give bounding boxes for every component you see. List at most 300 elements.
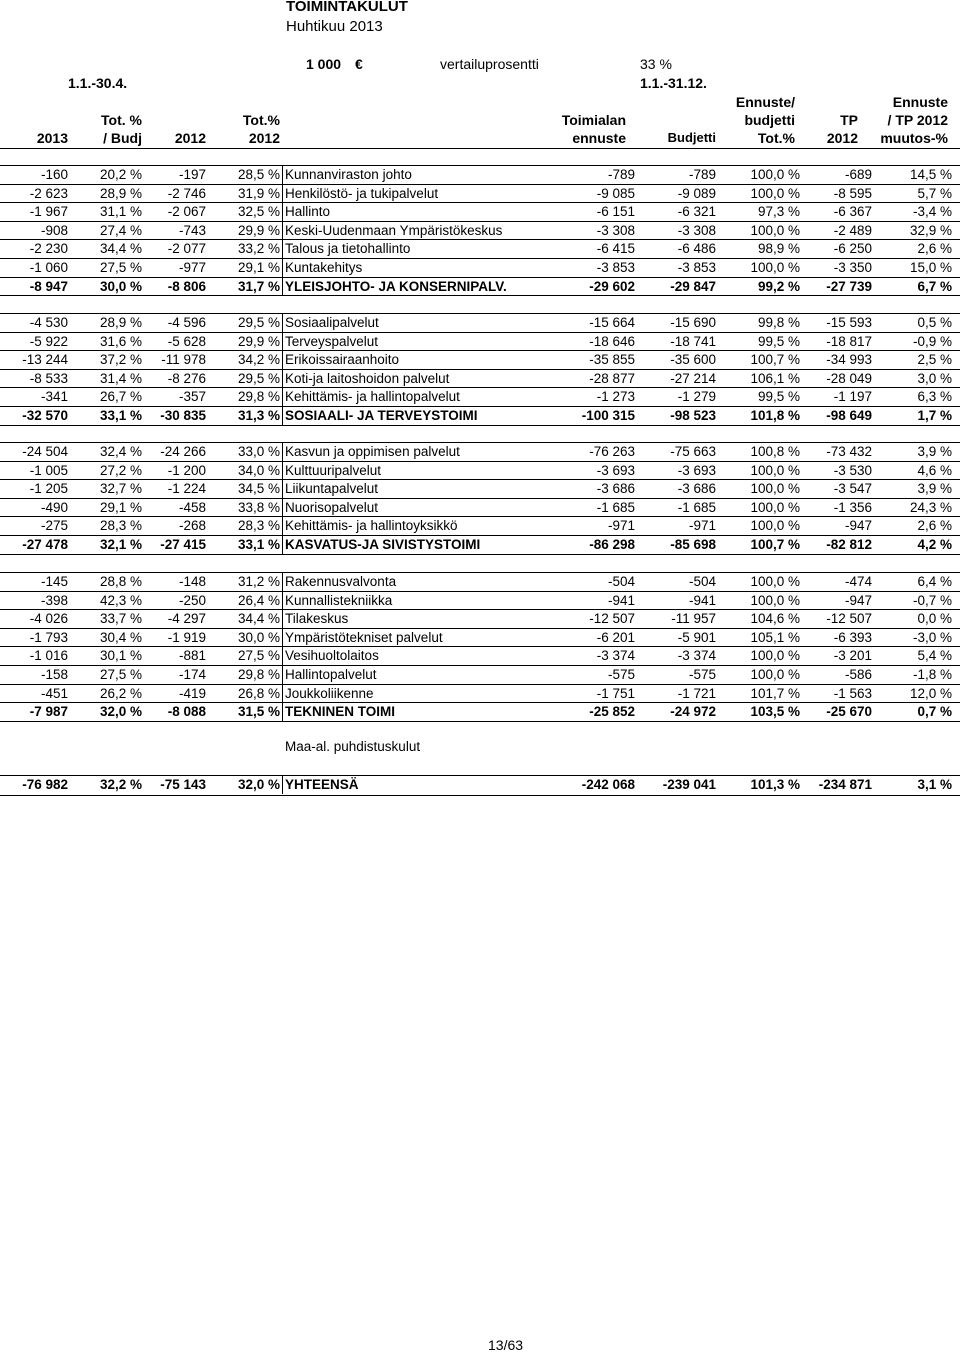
cell-col-9: -6 250 xyxy=(833,241,872,257)
cell-col-9: -947 xyxy=(844,592,872,608)
column-divider xyxy=(282,278,283,296)
column-divider xyxy=(282,407,283,425)
cell-col-2: 31,1 % xyxy=(99,204,142,220)
table-row xyxy=(0,610,960,628)
column-divider xyxy=(282,333,283,351)
cell-col-6: -1 751 xyxy=(596,685,635,701)
cell-col-3: -1 200 xyxy=(167,462,206,478)
cell-col-7: -3 308 xyxy=(677,222,716,238)
cell-col-9: -1 356 xyxy=(833,499,872,515)
cell-col-2: 42,3 % xyxy=(99,592,142,608)
compare-label: vertailuprosentti xyxy=(440,56,539,72)
cell-col-7: -1 279 xyxy=(677,389,716,405)
table-row xyxy=(0,222,960,240)
cell-col-10: -3,0 % xyxy=(912,629,952,645)
table-row xyxy=(0,259,960,277)
cell-col-4: 30,0 % xyxy=(237,629,280,645)
cell-col-6: -86 298 xyxy=(589,537,635,552)
cell-col-4: 34,0 % xyxy=(237,462,280,478)
column-divider xyxy=(282,573,283,591)
cell-col-2: 26,7 % xyxy=(99,389,142,405)
cell-col-6: -789 xyxy=(607,167,635,182)
column-header-col2-line-0: Tot. % xyxy=(101,112,142,128)
cell-col-2: 27,2 % xyxy=(99,462,142,478)
column-divider xyxy=(282,443,283,461)
cell-col-8: 101,7 % xyxy=(750,685,800,701)
cell-col-7: -6 486 xyxy=(677,241,716,257)
column-divider xyxy=(282,703,283,721)
column-divider xyxy=(282,776,283,794)
cell-col-7: -3 693 xyxy=(677,462,716,478)
grand-total-row xyxy=(0,776,960,794)
cell-col-4: 34,5 % xyxy=(237,481,280,497)
cell-col-10: 4,6 % xyxy=(917,462,952,478)
cell-col-9: -3 201 xyxy=(833,648,872,664)
cell-col-3: -8 806 xyxy=(167,278,206,294)
cell-col-4: 34,4 % xyxy=(237,611,280,627)
cell-col-7: -3 374 xyxy=(677,648,716,664)
cell-col-6: -3 853 xyxy=(596,260,635,275)
cell-col-3: -250 xyxy=(178,592,206,608)
cell-col-2: 32,0 % xyxy=(99,704,142,720)
cell-col-8: 106,1 % xyxy=(750,370,800,386)
cell-col-8: 99,5 % xyxy=(757,389,800,405)
unit-amount: 1 000 xyxy=(306,56,342,72)
cell-col-5: Kunnanviraston johto xyxy=(285,167,412,182)
cell-col-10: -1,8 % xyxy=(912,667,952,682)
cell-col-6: -941 xyxy=(607,592,635,608)
cell-col-7: -24 972 xyxy=(670,704,716,720)
cell-col-1: -160 xyxy=(40,167,68,182)
cell-col-1: -451 xyxy=(40,685,68,701)
cell-col-5: Kehittämis- ja hallintoyksikkö xyxy=(285,518,458,534)
cell-col-2: 37,2 % xyxy=(99,352,142,368)
cell-col-4: 29,9 % xyxy=(237,222,280,238)
cell-col-8: 100,0 % xyxy=(750,648,800,664)
cell-col-2: 28,3 % xyxy=(99,518,142,534)
table-row xyxy=(0,351,960,369)
table-row xyxy=(0,185,960,203)
cell-col-10: 6,4 % xyxy=(917,574,952,589)
cell-col-10: -0,9 % xyxy=(912,333,952,349)
cell-col-1: -5 922 xyxy=(29,333,68,349)
column-header-col10-line-2: muutos-% xyxy=(880,130,948,146)
cell-col-2: 28,9 % xyxy=(99,315,142,330)
cell-col-7: -29 847 xyxy=(670,278,716,294)
cell-col-4: 33,8 % xyxy=(237,499,280,515)
cell-col-2: 30,0 % xyxy=(99,278,142,294)
cell-col-1: -145 xyxy=(40,574,68,589)
table-total-row xyxy=(0,703,960,721)
cell-col-5: KASVATUS-JA SIVISTYSTOIMI xyxy=(285,537,481,552)
cell-col-6: -100 315 xyxy=(581,408,635,423)
cell-col-5: Kunnallistekniikka xyxy=(285,592,393,608)
cell-col-6: -3 686 xyxy=(596,481,635,497)
cell-col-1: -1 967 xyxy=(29,204,68,220)
cell-col-4: 33,0 % xyxy=(237,444,280,459)
cell-col-2: 32,4 % xyxy=(99,444,142,459)
cell-col-1: -8 533 xyxy=(29,370,68,386)
table-row xyxy=(0,166,960,184)
cell-col-1: -275 xyxy=(40,518,68,534)
cell-col-1: -1 016 xyxy=(29,648,68,664)
cell-col-1: -1 005 xyxy=(29,462,68,478)
cell-col-8: 99,5 % xyxy=(757,333,800,349)
cell-col-3: -4 297 xyxy=(167,611,206,627)
cell-col-4: 27,5 % xyxy=(237,648,280,664)
cell-col-8: 98,9 % xyxy=(757,241,800,257)
cell-col-1: -24 504 xyxy=(22,444,68,459)
cell-col-1: -13 244 xyxy=(22,352,68,368)
row-rule xyxy=(0,295,960,296)
cell-col-10: 32,9 % xyxy=(909,222,952,238)
cell-col-3: -30 835 xyxy=(160,408,206,423)
table-row xyxy=(0,685,960,703)
cell-col-7: -18 741 xyxy=(670,333,716,349)
row-rule xyxy=(0,425,960,426)
column-divider xyxy=(282,629,283,647)
cell-col-7: -9 089 xyxy=(677,185,716,201)
column-divider xyxy=(282,370,283,388)
page-subtitle: Huhtikuu 2013 xyxy=(286,18,383,35)
cell-col-9: -34 993 xyxy=(826,352,872,368)
cell-col-10: 2,6 % xyxy=(917,518,952,534)
cell-col-8: 100,0 % xyxy=(750,499,800,515)
cell-col-3: -75 143 xyxy=(160,777,206,792)
cell-col-1: -32 570 xyxy=(22,408,68,423)
cell-col-2: 28,8 % xyxy=(99,574,142,589)
cell-col-6: -1 685 xyxy=(596,499,635,515)
cell-col-5: Hallintopalvelut xyxy=(285,667,377,682)
cell-col-10: 1,7 % xyxy=(917,408,952,423)
cell-col-10: 3,9 % xyxy=(917,444,952,459)
column-divider xyxy=(282,166,283,184)
cell-col-3: -2 077 xyxy=(167,241,206,257)
column-divider xyxy=(282,462,283,480)
cell-col-8: 100,0 % xyxy=(750,167,800,182)
column-divider xyxy=(282,592,283,610)
cell-col-6: -242 068 xyxy=(581,777,635,792)
cell-col-8: 99,2 % xyxy=(757,278,800,294)
cell-col-2: 34,4 % xyxy=(99,241,142,257)
cell-col-9: -18 817 xyxy=(826,333,872,349)
period-left: 1.1.-30.4. xyxy=(68,75,128,91)
cell-col-5: Keski-Uudenmaan Ympäristökeskus xyxy=(285,222,503,238)
cell-col-4: 29,5 % xyxy=(237,315,280,330)
cell-col-5: Rakennusvalvonta xyxy=(285,574,397,589)
cell-col-1: -1 060 xyxy=(29,260,68,275)
cell-col-10: 6,7 % xyxy=(917,278,952,294)
cell-col-9: -1 197 xyxy=(833,389,872,405)
cell-col-10: -3,4 % xyxy=(912,204,952,220)
cell-col-10: 24,3 % xyxy=(909,499,952,515)
column-header-col3-line-1: 2012 xyxy=(174,130,206,146)
cell-col-8: 100,0 % xyxy=(750,574,800,589)
euro-symbol: € xyxy=(355,56,363,72)
cell-col-4: 33,2 % xyxy=(237,241,280,257)
cell-col-10: 2,5 % xyxy=(917,352,952,368)
cell-col-9: -15 593 xyxy=(826,315,872,330)
column-header-col8-line-2: Tot.% xyxy=(757,130,795,146)
cell-col-9: -474 xyxy=(844,574,872,589)
table-row xyxy=(0,499,960,517)
cell-col-4: 28,5 % xyxy=(237,167,280,182)
column-header-col4-line-0: Tot.% xyxy=(242,112,280,128)
cell-col-4: 33,1 % xyxy=(237,537,280,552)
cell-col-5: Talous ja tietohallinto xyxy=(285,241,411,257)
cell-col-6: -1 273 xyxy=(596,389,635,405)
cell-col-5: Kehittämis- ja hallintopalvelut xyxy=(285,389,460,405)
cell-col-5: YLEISJOHTO- JA KONSERNIPALV. xyxy=(285,278,507,294)
cell-col-1: -1 205 xyxy=(29,481,68,497)
cell-col-2: 30,1 % xyxy=(99,648,142,664)
extra-label: Maa-al. puhdistuskulut xyxy=(285,739,421,754)
cell-col-5: Vesihuoltolaitos xyxy=(285,648,379,664)
table-total-row xyxy=(0,407,960,425)
cell-col-3: -174 xyxy=(178,667,206,682)
cell-col-2: 27,5 % xyxy=(99,667,142,682)
cell-col-9: -8 595 xyxy=(833,185,872,201)
cell-col-7: -239 041 xyxy=(662,777,716,792)
cell-col-10: 3,0 % xyxy=(917,370,952,386)
cell-col-4: 32,0 % xyxy=(237,777,280,792)
table-row xyxy=(0,240,960,258)
cell-col-5: Tilakeskus xyxy=(285,611,349,627)
table-row xyxy=(0,388,960,406)
header-rule xyxy=(0,148,960,149)
cell-col-9: -689 xyxy=(844,167,872,182)
cell-col-1: -490 xyxy=(40,499,68,515)
cell-col-9: -3 530 xyxy=(833,462,872,478)
cell-col-1: -2 230 xyxy=(29,241,68,257)
cell-col-5: Nuorisopalvelut xyxy=(285,499,379,515)
cell-col-8: 97,3 % xyxy=(757,204,800,220)
cell-col-2: 20,2 % xyxy=(99,167,142,182)
cell-col-9: -73 432 xyxy=(826,444,872,459)
cell-col-5: SOSIAALI- JA TERVEYSTOIMI xyxy=(285,408,478,423)
cell-col-3: -2 067 xyxy=(167,204,206,220)
cell-col-5: Joukkoliikenne xyxy=(285,685,374,701)
table-total-row xyxy=(0,278,960,296)
cell-col-4: 28,3 % xyxy=(237,518,280,534)
cell-col-4: 29,8 % xyxy=(237,667,280,682)
cell-col-1: -158 xyxy=(40,667,68,682)
cell-col-1: -76 982 xyxy=(22,777,68,792)
column-divider xyxy=(282,536,283,554)
cell-col-10: 3,1 % xyxy=(917,777,952,792)
column-header-col9-line-1: 2012 xyxy=(826,130,858,146)
cell-col-7: -971 xyxy=(688,518,716,534)
cell-col-3: -1 919 xyxy=(167,629,206,645)
page-title: TOIMINTAKULUT xyxy=(286,0,408,15)
cell-col-8: 100,0 % xyxy=(750,260,800,275)
cell-col-8: 104,6 % xyxy=(750,611,800,627)
cell-col-6: -3 308 xyxy=(596,222,635,238)
cell-col-5: YHTEENSÄ xyxy=(285,777,359,792)
cell-col-9: -234 871 xyxy=(818,777,872,792)
cell-col-7: -35 600 xyxy=(670,352,716,368)
cell-col-10: -0,7 % xyxy=(912,592,952,608)
column-divider xyxy=(282,185,283,203)
column-header-col10-line-1: / TP 2012 xyxy=(887,112,948,128)
cell-col-10: 12,0 % xyxy=(909,685,952,701)
cell-col-10: 5,4 % xyxy=(917,648,952,664)
cell-col-8: 100,0 % xyxy=(750,462,800,478)
cell-col-8: 101,8 % xyxy=(750,408,800,423)
column-divider xyxy=(282,259,283,277)
cell-col-7: -75 663 xyxy=(670,444,716,459)
column-divider xyxy=(282,499,283,517)
cell-col-10: 0,7 % xyxy=(917,704,952,720)
column-divider xyxy=(282,666,283,684)
cell-col-8: 105,1 % xyxy=(750,629,800,645)
table-row xyxy=(0,462,960,480)
cell-col-6: -971 xyxy=(607,518,635,534)
cell-col-5: Ympäristötekniset palvelut xyxy=(285,629,443,645)
cell-col-4: 26,4 % xyxy=(237,592,280,608)
cell-col-7: -11 957 xyxy=(671,611,716,627)
cell-col-6: -504 xyxy=(607,574,635,589)
cell-col-7: -1 721 xyxy=(677,685,716,701)
cell-col-3: -24 266 xyxy=(160,444,206,459)
cell-col-6: -35 855 xyxy=(589,352,635,368)
column-divider xyxy=(282,388,283,406)
cell-col-4: 31,7 % xyxy=(237,278,280,294)
cell-col-9: -947 xyxy=(844,518,872,534)
compare-value: 33 % xyxy=(640,56,672,72)
cell-col-5: Erikoissairaanhoito xyxy=(285,352,400,368)
column-header-col6-line-0: Toimialan xyxy=(561,112,626,128)
cell-col-6: -6 201 xyxy=(596,629,635,645)
cell-col-1: -2 623 xyxy=(29,185,68,201)
cell-col-7: -15 690 xyxy=(670,315,716,330)
cell-col-5: Sosiaalipalvelut xyxy=(285,315,379,330)
cell-col-9: -6 393 xyxy=(833,629,872,645)
column-header-col4-line-1: 2012 xyxy=(248,130,280,146)
cell-col-4: 29,8 % xyxy=(237,389,280,405)
cell-col-9: -12 507 xyxy=(826,611,872,627)
cell-col-3: -268 xyxy=(178,518,206,534)
cell-col-4: 26,8 % xyxy=(237,685,280,701)
cell-col-1: -7 987 xyxy=(29,704,68,720)
cell-col-2: 32,1 % xyxy=(99,537,142,552)
table-row xyxy=(0,647,960,665)
cell-col-5: Kuntakehitys xyxy=(285,260,363,275)
cell-col-8: 100,0 % xyxy=(750,222,800,238)
cell-col-4: 31,2 % xyxy=(237,574,280,589)
column-header-col10-line-0: Ennuste xyxy=(892,94,948,110)
cell-col-3: -8 088 xyxy=(167,704,206,720)
cell-col-5: Terveyspalvelut xyxy=(285,333,379,349)
cell-col-6: -6 415 xyxy=(596,241,635,257)
cell-col-3: -881 xyxy=(178,648,206,664)
cell-col-10: 14,5 % xyxy=(909,167,952,182)
cell-col-2: 27,5 % xyxy=(99,260,142,275)
cell-col-9: -28 049 xyxy=(826,370,872,386)
cell-col-6: -15 664 xyxy=(589,315,635,330)
table-row xyxy=(0,573,960,591)
cell-col-10: 3,9 % xyxy=(917,481,952,497)
cell-col-9: -3 547 xyxy=(833,481,872,497)
table-row xyxy=(0,629,960,647)
cell-col-7: -5 901 xyxy=(677,629,716,645)
cell-col-3: -357 xyxy=(178,389,206,405)
cell-col-8: 99,8 % xyxy=(757,315,800,330)
cell-col-7: -789 xyxy=(688,167,716,182)
column-divider xyxy=(282,240,283,258)
cell-col-2: 33,7 % xyxy=(99,611,142,627)
cell-col-5: Koti-ja laitoshoidon palvelut xyxy=(285,370,450,386)
cell-col-3: -197 xyxy=(178,167,206,182)
period-right: 1.1.-31.12. xyxy=(640,75,707,91)
cell-col-5: Kasvun ja oppimisen palvelut xyxy=(285,444,460,459)
row-rule xyxy=(0,795,960,796)
cell-col-3: -977 xyxy=(178,260,206,275)
cell-col-7: -3 686 xyxy=(677,481,716,497)
cell-col-4: 31,9 % xyxy=(237,185,280,201)
cell-col-8: 100,0 % xyxy=(750,481,800,497)
column-header-col1-line-1: 2013 xyxy=(36,130,68,146)
cell-col-6: -6 151 xyxy=(596,204,635,220)
cell-col-7: -504 xyxy=(688,574,716,589)
cell-col-2: 28,9 % xyxy=(99,185,142,201)
cell-col-1: -4 530 xyxy=(29,315,68,330)
table-row xyxy=(0,333,960,351)
cell-col-9: -6 367 xyxy=(833,204,872,220)
column-divider xyxy=(282,517,283,535)
cell-col-8: 100,8 % xyxy=(750,444,800,459)
column-divider xyxy=(282,351,283,369)
table-row xyxy=(0,517,960,535)
cell-col-10: 0,5 % xyxy=(917,315,952,330)
cell-col-6: -575 xyxy=(607,667,635,682)
column-divider xyxy=(282,610,283,628)
cell-col-3: -4 596 xyxy=(167,315,206,330)
cell-col-8: 101,3 % xyxy=(750,777,800,792)
table-row xyxy=(0,314,960,332)
cell-col-3: -2 746 xyxy=(167,185,206,201)
cell-col-7: -27 214 xyxy=(670,370,716,386)
table-row xyxy=(0,370,960,388)
cell-col-1: -27 478 xyxy=(22,537,68,552)
column-header-col9-line-0: TP xyxy=(840,112,858,128)
cell-col-10: 4,2 % xyxy=(917,537,952,552)
column-header-col8-line-0: Ennuste/ xyxy=(735,94,795,110)
cell-col-4: 34,2 % xyxy=(237,352,280,368)
column-header-col8-line-1: budjetti xyxy=(744,112,795,128)
table-row xyxy=(0,480,960,498)
table-row xyxy=(0,443,960,461)
cell-col-6: -25 852 xyxy=(589,704,635,720)
cell-col-7: -85 698 xyxy=(670,537,716,552)
table-row xyxy=(0,203,960,221)
cell-col-6: -29 602 xyxy=(589,278,635,294)
column-divider xyxy=(282,647,283,665)
cell-col-1: -8 947 xyxy=(29,278,68,294)
column-divider xyxy=(282,203,283,221)
cell-col-3: -8 276 xyxy=(167,370,206,386)
cell-col-5: Henkilöstö- ja tukipalvelut xyxy=(285,185,439,201)
cell-col-8: 100,0 % xyxy=(750,592,800,608)
cell-col-10: 2,6 % xyxy=(917,241,952,257)
cell-col-3: -5 628 xyxy=(167,333,206,349)
cell-col-7: -941 xyxy=(688,592,716,608)
cell-col-7: -98 523 xyxy=(670,408,716,423)
cell-col-1: -908 xyxy=(40,222,68,238)
cell-col-8: 100,7 % xyxy=(750,352,800,368)
cell-col-7: -6 321 xyxy=(677,204,716,220)
column-divider xyxy=(282,314,283,332)
